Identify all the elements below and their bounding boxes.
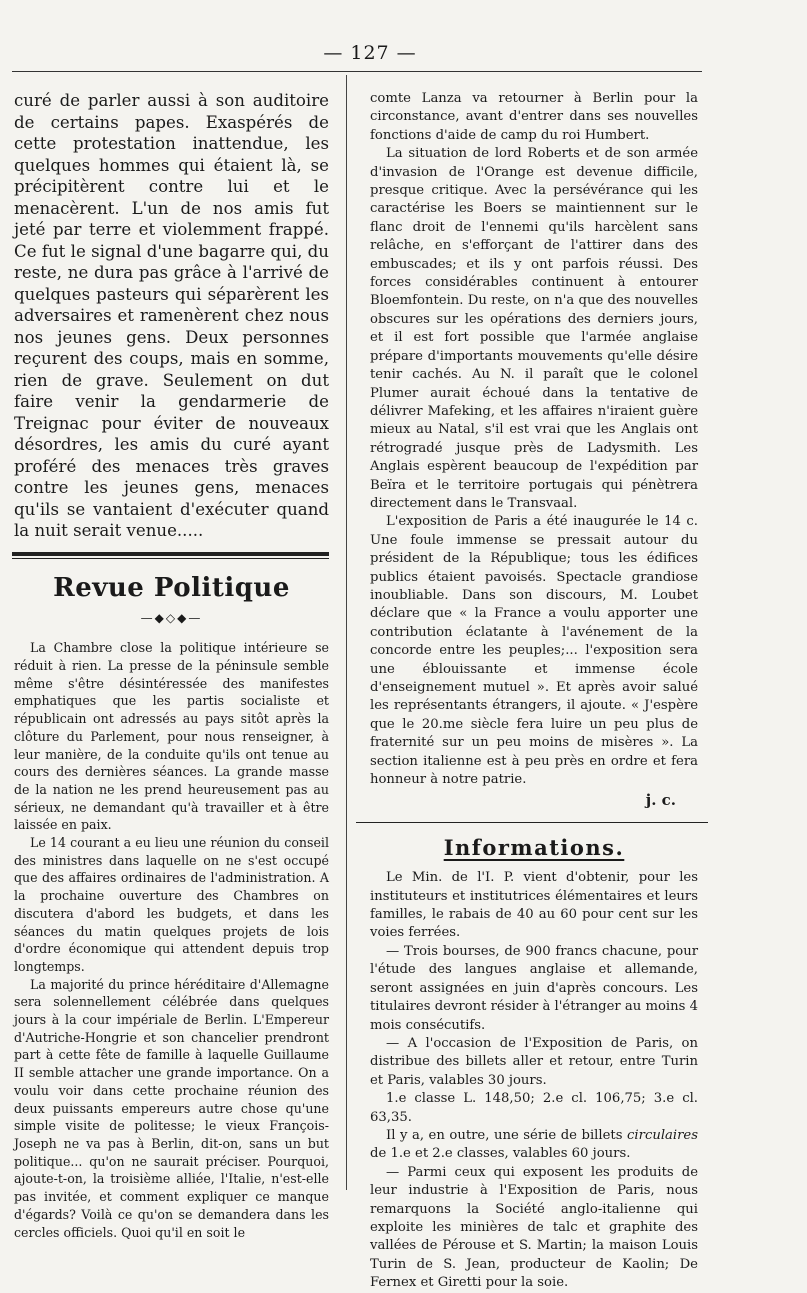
page-number: — 127 — xyxy=(323,42,417,64)
paragraph: L'exposition de Paris a été inaugurée le 14 c. Une foule immense se pressait autour du président de la République; tous les édifices publics étaient pavoisés. Spectacle grandiose inoubliable. Dans son discours, M. Loubet déclare que « la France a voulu apporter une contribution éclatante à l'avénement de la concorde entre les peuples;... l'exposition sera une éblouissante et immense école d'enseignement mutuel ». Et après avoir salué les représentants étrangers, il ajoute. « J'espère que le 20.me siècle fera luire un peu plus de fraternité sur un peu moins de misères ». La section italienne est à peu près en ordre et fera honneur à notre patrie. xyxy=(370,514,698,788)
info-paragraph: — Trois bourses, de 900 francs chacune, pour l'étude des langues anglaise et allemande, seront assignées en juin d'après concours. Les titulaires devront résider à l'étranger au moins 4 mois consécutifs. xyxy=(370,943,698,1033)
paragraph: comte Lanza va retourner à Berlin pour la circonstance, avant d'entrer dans ses nouvelles fonctions d'aide de camp du roi Humbert. xyxy=(370,91,698,143)
section-title: Revue Politique xyxy=(53,572,290,603)
header-rule xyxy=(12,71,702,72)
section-separator xyxy=(356,822,708,823)
info-paragraph-circular xyxy=(370,1127,698,1164)
paragraph: La majorité du prince héréditaire d'Allemagne sera solennellement célébrée dans quelques jours à la cour impériale de Berlin. L'Empereur d'Autriche-Hongrie et son chancelier prendront part à cette fête de famille à laquelle Guillaume II semble attacher une grande importance. On a voulu voir dans cette prochaine réunion des deux puissants empereurs autre chose qu'une simple visite de politesse; le vieux François-Joseph ne va pas à Berlin, dit-on, sans un but politique... qu'on ne saurait préciser. Pourquoi, ajoute-t-on, la troisième alliée, l'Italie, n'est-elle pas invitée, et comment expliquer ce manque d'égards? Voilà ce qu'on se demandera dans les cercles officiels. Quoi qu'il en soit le xyxy=(14,976,329,1240)
info-text: de 1.e et 2.e classes, valables 60 jours. xyxy=(370,1146,631,1162)
section-body xyxy=(14,639,329,1241)
left-column xyxy=(14,90,329,1241)
paragraph: La Chambre close la politique intérieure se réduit à rien. La presse de la péninsule semble même s'être désintéressée des manifestes emphatiques que les partis socialiste et républicain ont adressés au pays sitôt après la clôture du Parlement, pour nous renseigner, à leur manière, de la conduite qu'ils ont tenue au cours des dernières séances. La grande masse de la nation ne les prend heureusement pas au sérieux, ne demandant qu'à travailler et à être laissée en paix. xyxy=(14,640,329,833)
column-divider xyxy=(346,75,347,1190)
info-paragraph: — A l'occasion de l'Exposition de Paris, on distribue des billets aller et retour, entre Turin et Paris, valables 30 jours. xyxy=(370,1035,698,1088)
paragraph: La situation de lord Roberts et de son armée d'invasion de l'Orange est devenue difficile, presque critique. Avec la persévérance qui les caractérise les Boers se maintiennent sur le flanc droit de l'ennemi qu'ils harcèlent sans relâche, en s'efforçant de l'attirer dans des embuscades; et ils y ont parfois réussi. Des forces considérables continuent à entourer Bloemfontein. Du reste, on n'a que des nouvelles obscures sur les opérations des derniers jours, et il est fort possible que l'armée anglaise prépare d'importants mouvements qu'elle désire tenir cachés. Au N. il paraît que le colonel Plumer aurait échoué dans la tentative de délivrer Mafeking, et les affaires n'iraient guère mieux au Natal, s'il est vrai que les Anglais ont rétrogradé jusque près de Ladysmith. Les Anglais espèrent beaucoup de l'expédition par Beïra et le territoire portugais qui pénètrera directement dans le Transvaal. xyxy=(370,146,698,511)
author-signature: j. c. xyxy=(645,791,676,810)
right-column xyxy=(370,90,698,1293)
story-continuation: curé de parler aussi à son auditoire de certains papes. Exaspérés de cette protestation inattendue, les quelques hommes qui étaient là, se précipitèrent contre lui et le menacèrent. L'un de nos amis fut jeté par terre et violemment frappé. Ce fut le signal d'une bagarre qui, du reste, ne dura pas grâce à l'arrivé de quelques pasteurs qui séparèrent les adversaires et ramenèrent chez nous nos jeunes gens. Deux personnes reçurent des coups, mais en somme, rien de grave. Seulement on dut faire venir la gendarmerie de Treignac pour éviter de nouveaux désordres, les amis du curé ayant proféré des menaces très graves contre les jeunes gens, menaces qu'ils se vantaient d'exécuter quand la nuit serait venue..... xyxy=(14,91,329,540)
info-section-title: Informations. xyxy=(443,834,625,860)
section-rule-thick xyxy=(12,552,329,556)
info-text: Il y a, en outre, une série de billets xyxy=(386,1127,623,1143)
paragraph: Le 14 courant a eu lieu une réunion du conseil des ministres dans laquelle on ne s'est occupé que des affaires ordinaires de l'administration. A la prochaine ouverture des Chambres on discutera d'abord les budgets, et dans les séances du matin quelques projets de lois d'ordre économique qui attendent depuis trop longtemps. xyxy=(14,835,329,974)
info-paragraph: Le Min. de l'I. P. vient d'obtenir, pour les instituteurs et institutrices élémentaires et leurs familles, le rabais de 40 au 60 pour cent sur les voies ferrées. xyxy=(370,870,698,941)
info-text-italic: circulaires xyxy=(627,1127,698,1143)
info-paragraph: 1.e classe L. 148,50; 2.e cl. 106,75; 3.e cl. 63,35. xyxy=(370,1091,698,1125)
ornament: —◆◇◆— xyxy=(140,610,203,625)
info-paragraph: — Parmi ceux qui exposent les produits de leur industrie à l'Exposition de Paris, nous remarquons la Société anglo-italienne qui exploite les minières de talc et graphite des vallées de Pérouse et S. Martin; la maison Louis Turin de S. Jean, producteur de Kaolin; De Fernex et Giretti pour la soie. xyxy=(370,1164,698,1291)
section-rule-thin xyxy=(12,558,329,559)
